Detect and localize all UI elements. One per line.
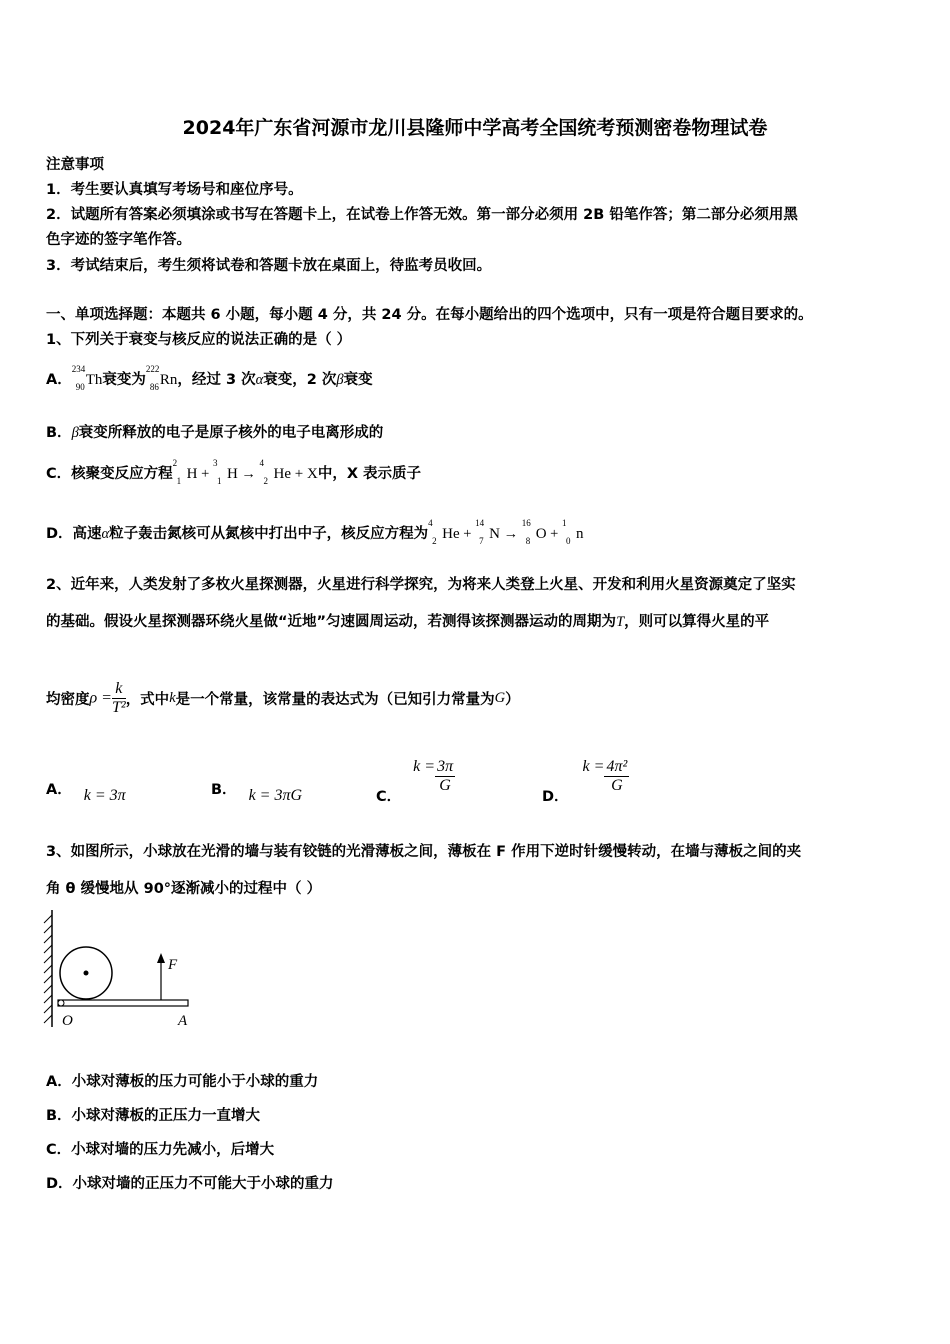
q1-option-c: C．核聚变反应方程 2 1 H + 3 1 H → 4 2 He + X中，X 表示质子 [46,458,422,486]
nuclide-th: 234 90 Th [71,364,103,392]
q2-option-b: B． k = 3πG [211,782,303,804]
q3-option-d: D．小球对墙的正压力不可能大于小球的重力 [46,1176,334,1192]
notice-heading: 注意事项 [46,157,104,173]
q2-line1: 2、近年来，人类发射了多枚火星探测器，火星进行科学探究，为将来人类登上火星、开发和利用火星资源奠定了坚实 [46,577,796,593]
q2-line2: 的基础。假设火星探测器环绕火星做“近地”匀速圆周运动，若测得该探测器运动的周期为T，则可以算得火星的平 [46,614,770,630]
q3-option-c: C．小球对墙的压力先减小，后增大 [46,1142,275,1158]
q3-option-b: B．小球对薄板的正压力一直增大 [46,1108,261,1124]
page-title: 2024年广东省河源市龙川县隆师中学高考全国统考预测密卷物理试卷 [182,117,768,139]
q2-option-a: A． k = 3π [46,782,126,804]
force-label: F [168,957,178,973]
wall-plate-ball-figure [40,905,200,1030]
q1-option-a: A． 234 90 Th衰变为 222 86 Rn，经过 3 次α衰变，2 次β衰变 [46,364,373,392]
notice-item: 1．考生要认真填写考场号和座位序号。 [46,182,303,198]
q3-line1: 3、如图所示，小球放在光滑的墙与装有铰链的光滑薄板之间，薄板在 F 作用下逆时针缓慢转动，在墙与薄板之间的夹 [46,844,802,860]
q2-line3: 均密度ρ = $\frac{k}{\text{T²}}$ ，式中k是一个常量，该常量的表达式为（已知引力常量为G） [46,680,520,716]
notice-item: 色字迹的签字笔作答。 [46,232,191,248]
q1-option-b: B．β衰变所释放的电子是原子核外的电子电离形成的 [46,425,384,441]
point-o-label: O [62,1013,73,1029]
q3-line2: 角 θ 缓慢地从 90°逐渐减小的过程中（ ） [46,881,322,897]
q3-option-a: A．小球对薄板的压力可能小于小球的重力 [46,1074,319,1090]
notice-item: 3．考试结束后，考生须将试卷和答题卡放在桌面上，待监考员收回。 [46,258,492,274]
section-heading: 一、单项选择题：本题共 6 小题，每小题 4 分，共 24 分。在每小题给出的四个选项中，只有一项是符合题目要求的。 [46,307,813,323]
q2-option-d: D．k = $\frac{\text{4π²}}{G}$ [542,758,628,805]
q1-option-d: D．高速α粒子轰击氮核可从氮核中打出中子，核反应方程为 4 2 He + 14 7 N → 16 8 O + 1 0 n [46,518,584,546]
q1-stem: 1、下列关于衰变与核反应的说法正确的是（ ） [46,332,352,348]
q2-option-c: C．k = $\frac{3\pi}{G}$ [376,758,454,805]
hinge [58,1000,64,1006]
density-fraction: $\frac{k}{\text{T²}}$ [111,680,126,716]
nuclide-rn: 222 86 Rn [145,364,178,392]
point-a-label: A [178,1013,188,1029]
notice-item: 2．试题所有答案必须填涂或书写在答题卡上，在试卷上作答无效。第一部分必须用 2B 铅笔作答；第二部分必须用黑 [46,207,798,223]
thin-plate [58,1000,188,1006]
